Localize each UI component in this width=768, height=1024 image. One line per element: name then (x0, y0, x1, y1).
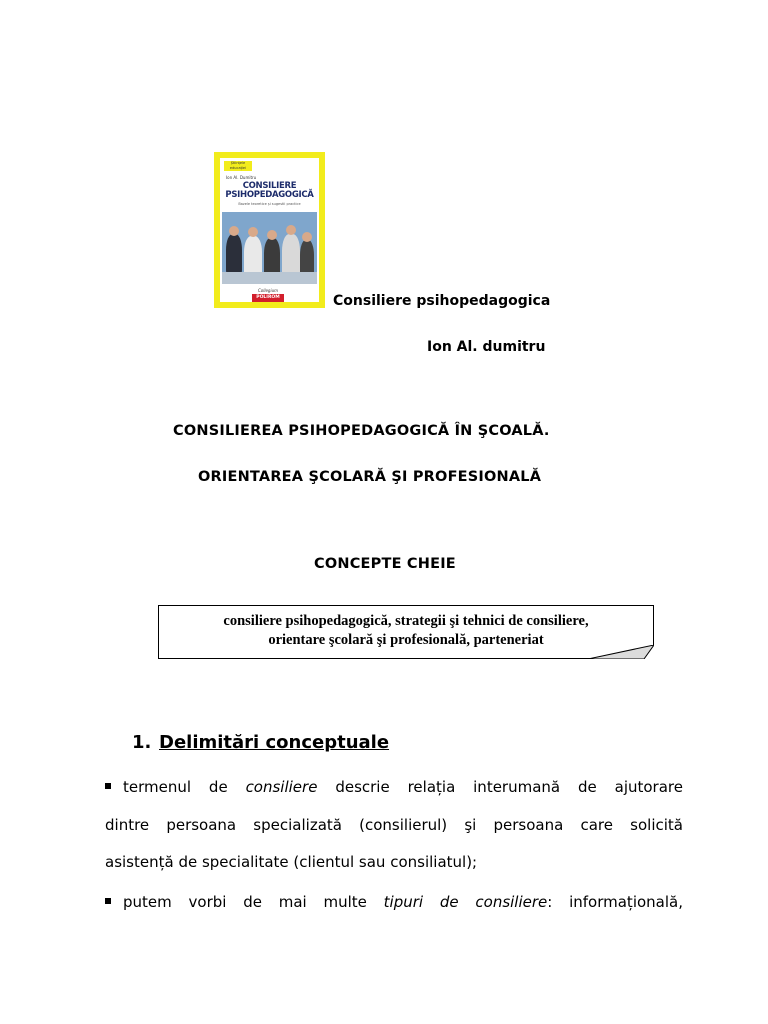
key-concepts-line1: consiliere psihopedagogică, strategii şi tehnici de consiliere, (223, 613, 589, 629)
book-author: Ion Al. dumitru (427, 339, 546, 355)
paragraph-consiliere-definition (105, 769, 683, 882)
folded-corner-icon (588, 645, 654, 659)
cover-subtitle: Bazele teoretice și sugestii practice (238, 202, 301, 206)
cover-title (222, 182, 317, 200)
main-heading: CONSILIEREA PSIHOPEDAGOGICĂ ÎN ŞCOALĂ. (173, 423, 550, 439)
book-cover-inner (220, 158, 319, 302)
section-title: Delimitări conceptuale (159, 732, 390, 753)
bullet-icon (105, 783, 111, 789)
book-title: Consiliere psihopedagogica (333, 293, 551, 309)
section-number: 1. (132, 732, 152, 753)
emphasis-text: consiliere (245, 778, 318, 796)
cover-title-line1: CONSILIERE (242, 181, 297, 191)
cover-title-line2: PSIHOPEDAGOGICĂ (225, 190, 314, 200)
sub-heading: ORIENTAREA ŞCOLARĂ ŞI PROFESIONALĂ (198, 469, 542, 485)
text-run: putem vorbi de mai multe (123, 893, 384, 911)
text-run: : informațională, (547, 893, 683, 911)
cover-photo (222, 212, 317, 284)
paragraph-line: dintre persoana specializată (consilierul) şi persoana care solicită (105, 815, 683, 834)
paragraph-line (105, 884, 683, 922)
key-concepts-line2: orientare şcolară şi profesională, parteneriat (268, 632, 544, 648)
text-run: descrie relația interumană de ajutorare (317, 778, 683, 796)
paragraph-tipuri-consiliere (105, 884, 683, 922)
cover-publisher-area (220, 284, 319, 302)
cover-publisher-mark: Collegium (258, 288, 279, 293)
cover-publisher-logo: POLIROM (252, 294, 284, 302)
paragraph-line: asistență de specialitate (clientul sau consiliatul); (105, 853, 478, 871)
bullet-icon (105, 898, 111, 904)
emphasis-text: tipuri de consiliere (383, 893, 548, 911)
key-concepts-heading: CONCEPTE CHEIE (314, 556, 456, 572)
paragraph-line (105, 769, 683, 807)
key-concepts-box (158, 605, 654, 659)
cover-author: Ion Al. Dumitru (226, 175, 257, 180)
text-run: termenul de (123, 778, 246, 796)
book-cover-image (214, 152, 325, 308)
cover-series-label: Științele educației (224, 161, 252, 171)
